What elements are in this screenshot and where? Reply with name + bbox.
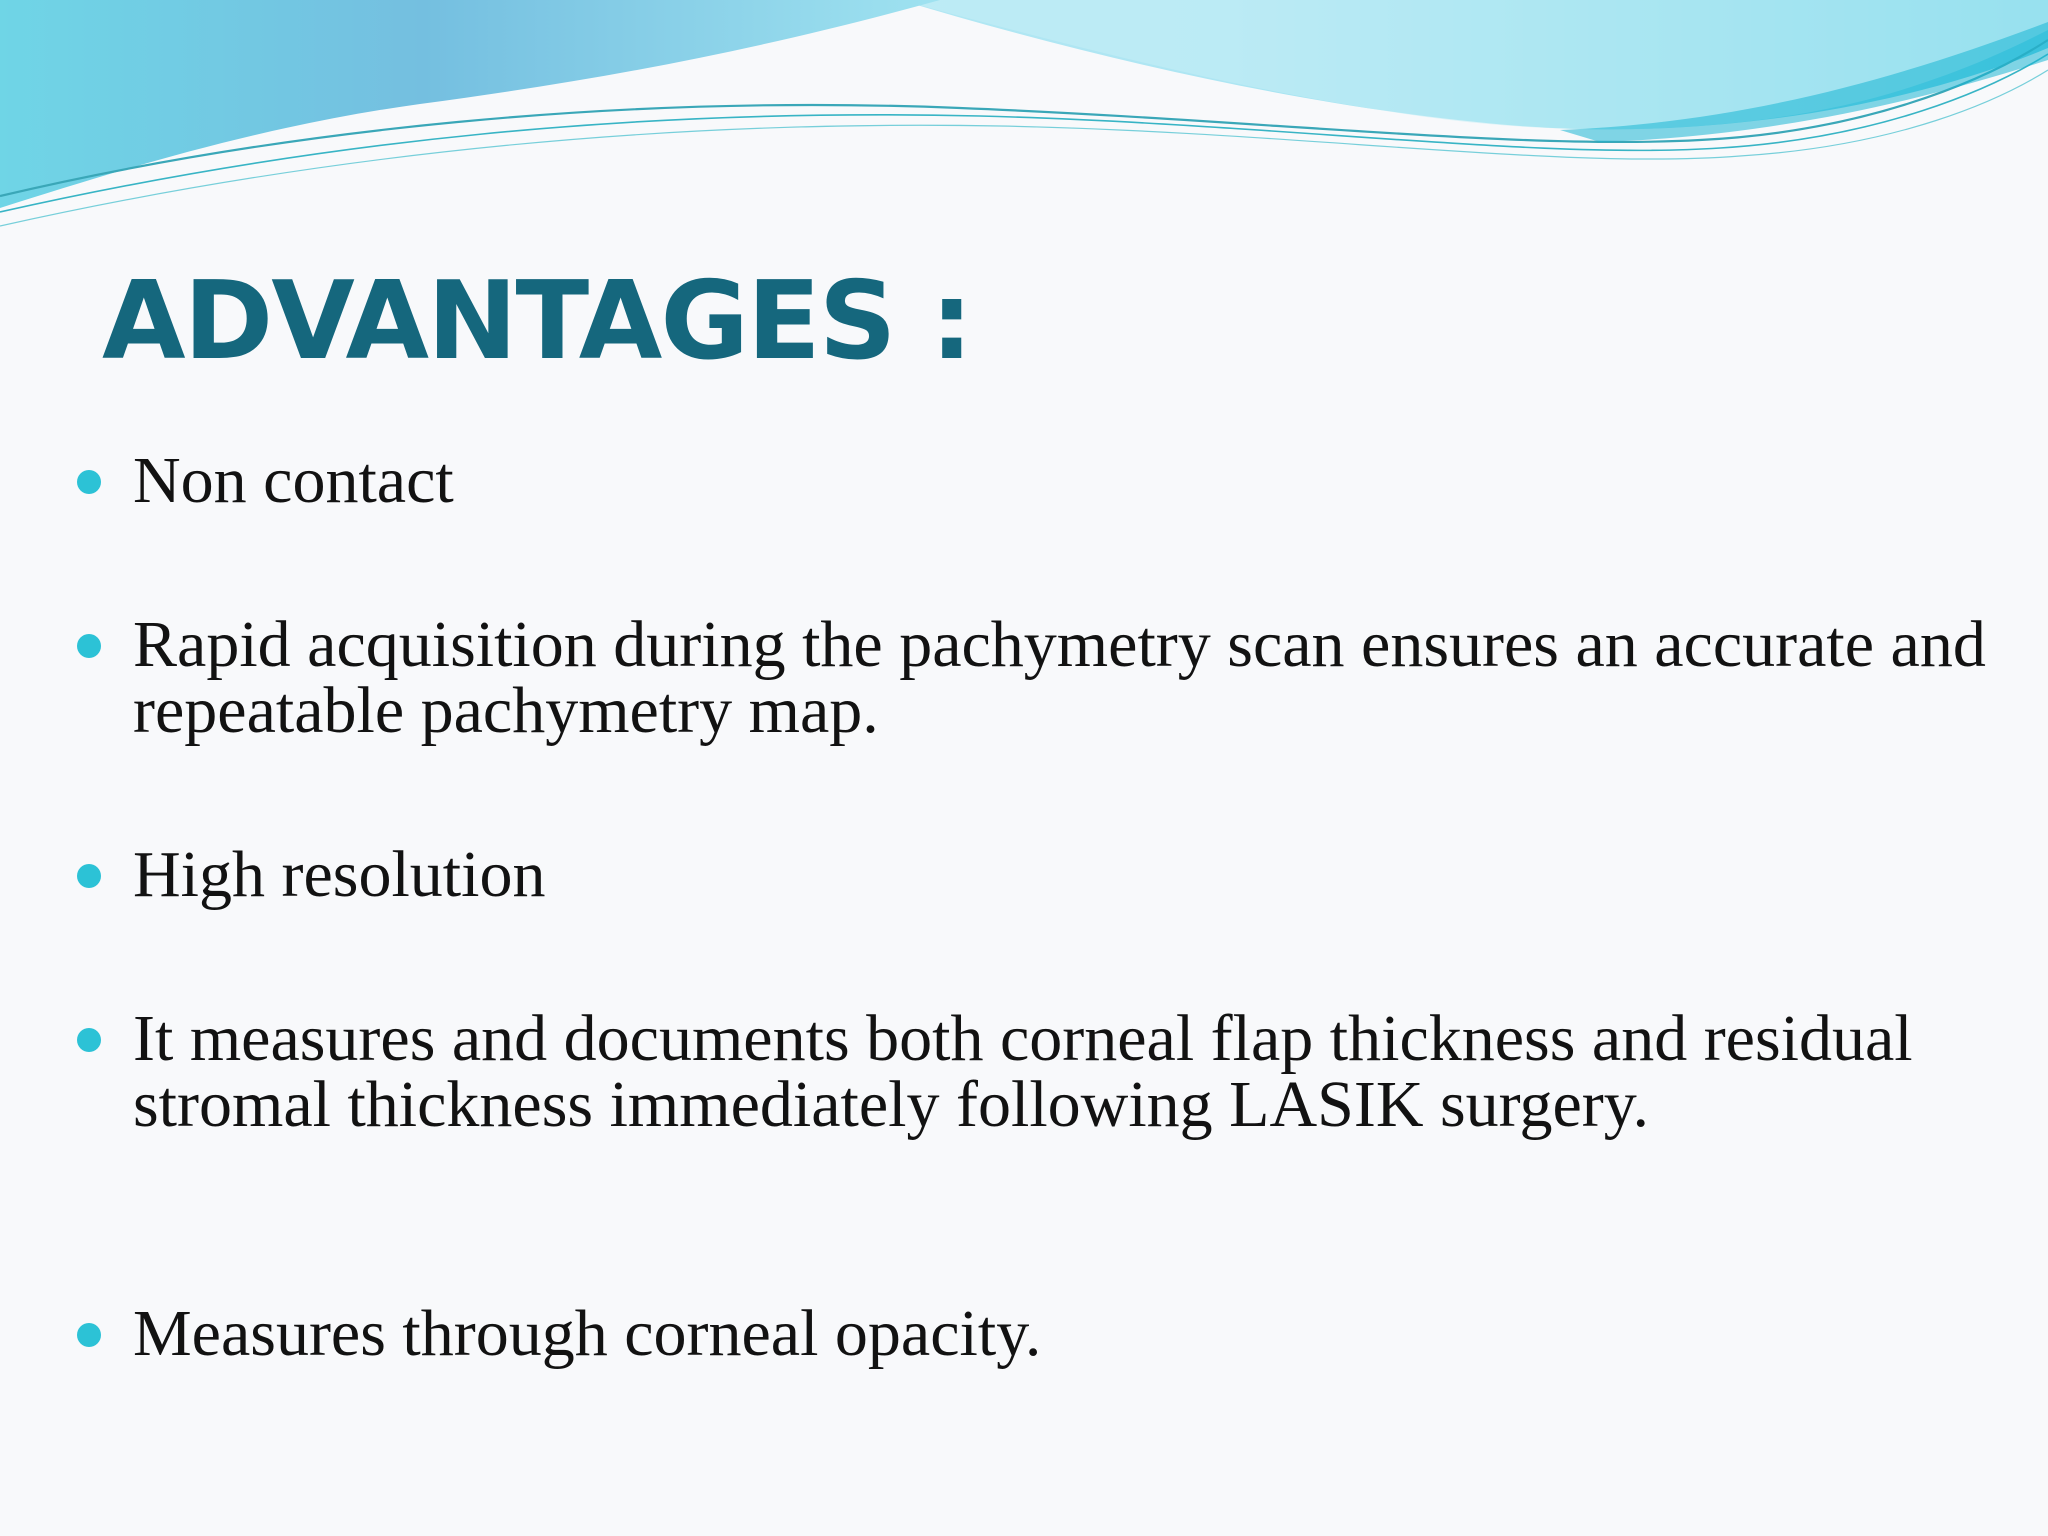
bullet-item — [133, 608, 1993, 747]
bullet-icon — [77, 864, 101, 888]
bullet-item — [133, 1002, 1993, 1141]
bullet-item — [133, 444, 1993, 517]
bullet-text: Non contact — [133, 444, 454, 517]
bullet-icon — [77, 1323, 101, 1347]
slide-title: ADVANTAGES : — [102, 259, 972, 384]
bullet-text: Measures through corneal opacity. — [133, 1297, 1042, 1370]
bullet-icon — [77, 470, 101, 494]
bullet-item — [133, 1297, 1993, 1370]
bullet-icon — [77, 634, 101, 658]
bullet-text: Rapid acquisition during the pachymetry scan ensures an accurate and repeatable pachymetry map. — [133, 608, 1986, 747]
bullet-text: It measures and documents both corneal flap thickness and residual stromal thickness immediately following LASIK surgery. — [133, 1002, 1913, 1141]
bullet-text: High resolution — [133, 838, 546, 911]
bullet-item — [133, 838, 1993, 911]
bullet-icon — [77, 1028, 101, 1052]
